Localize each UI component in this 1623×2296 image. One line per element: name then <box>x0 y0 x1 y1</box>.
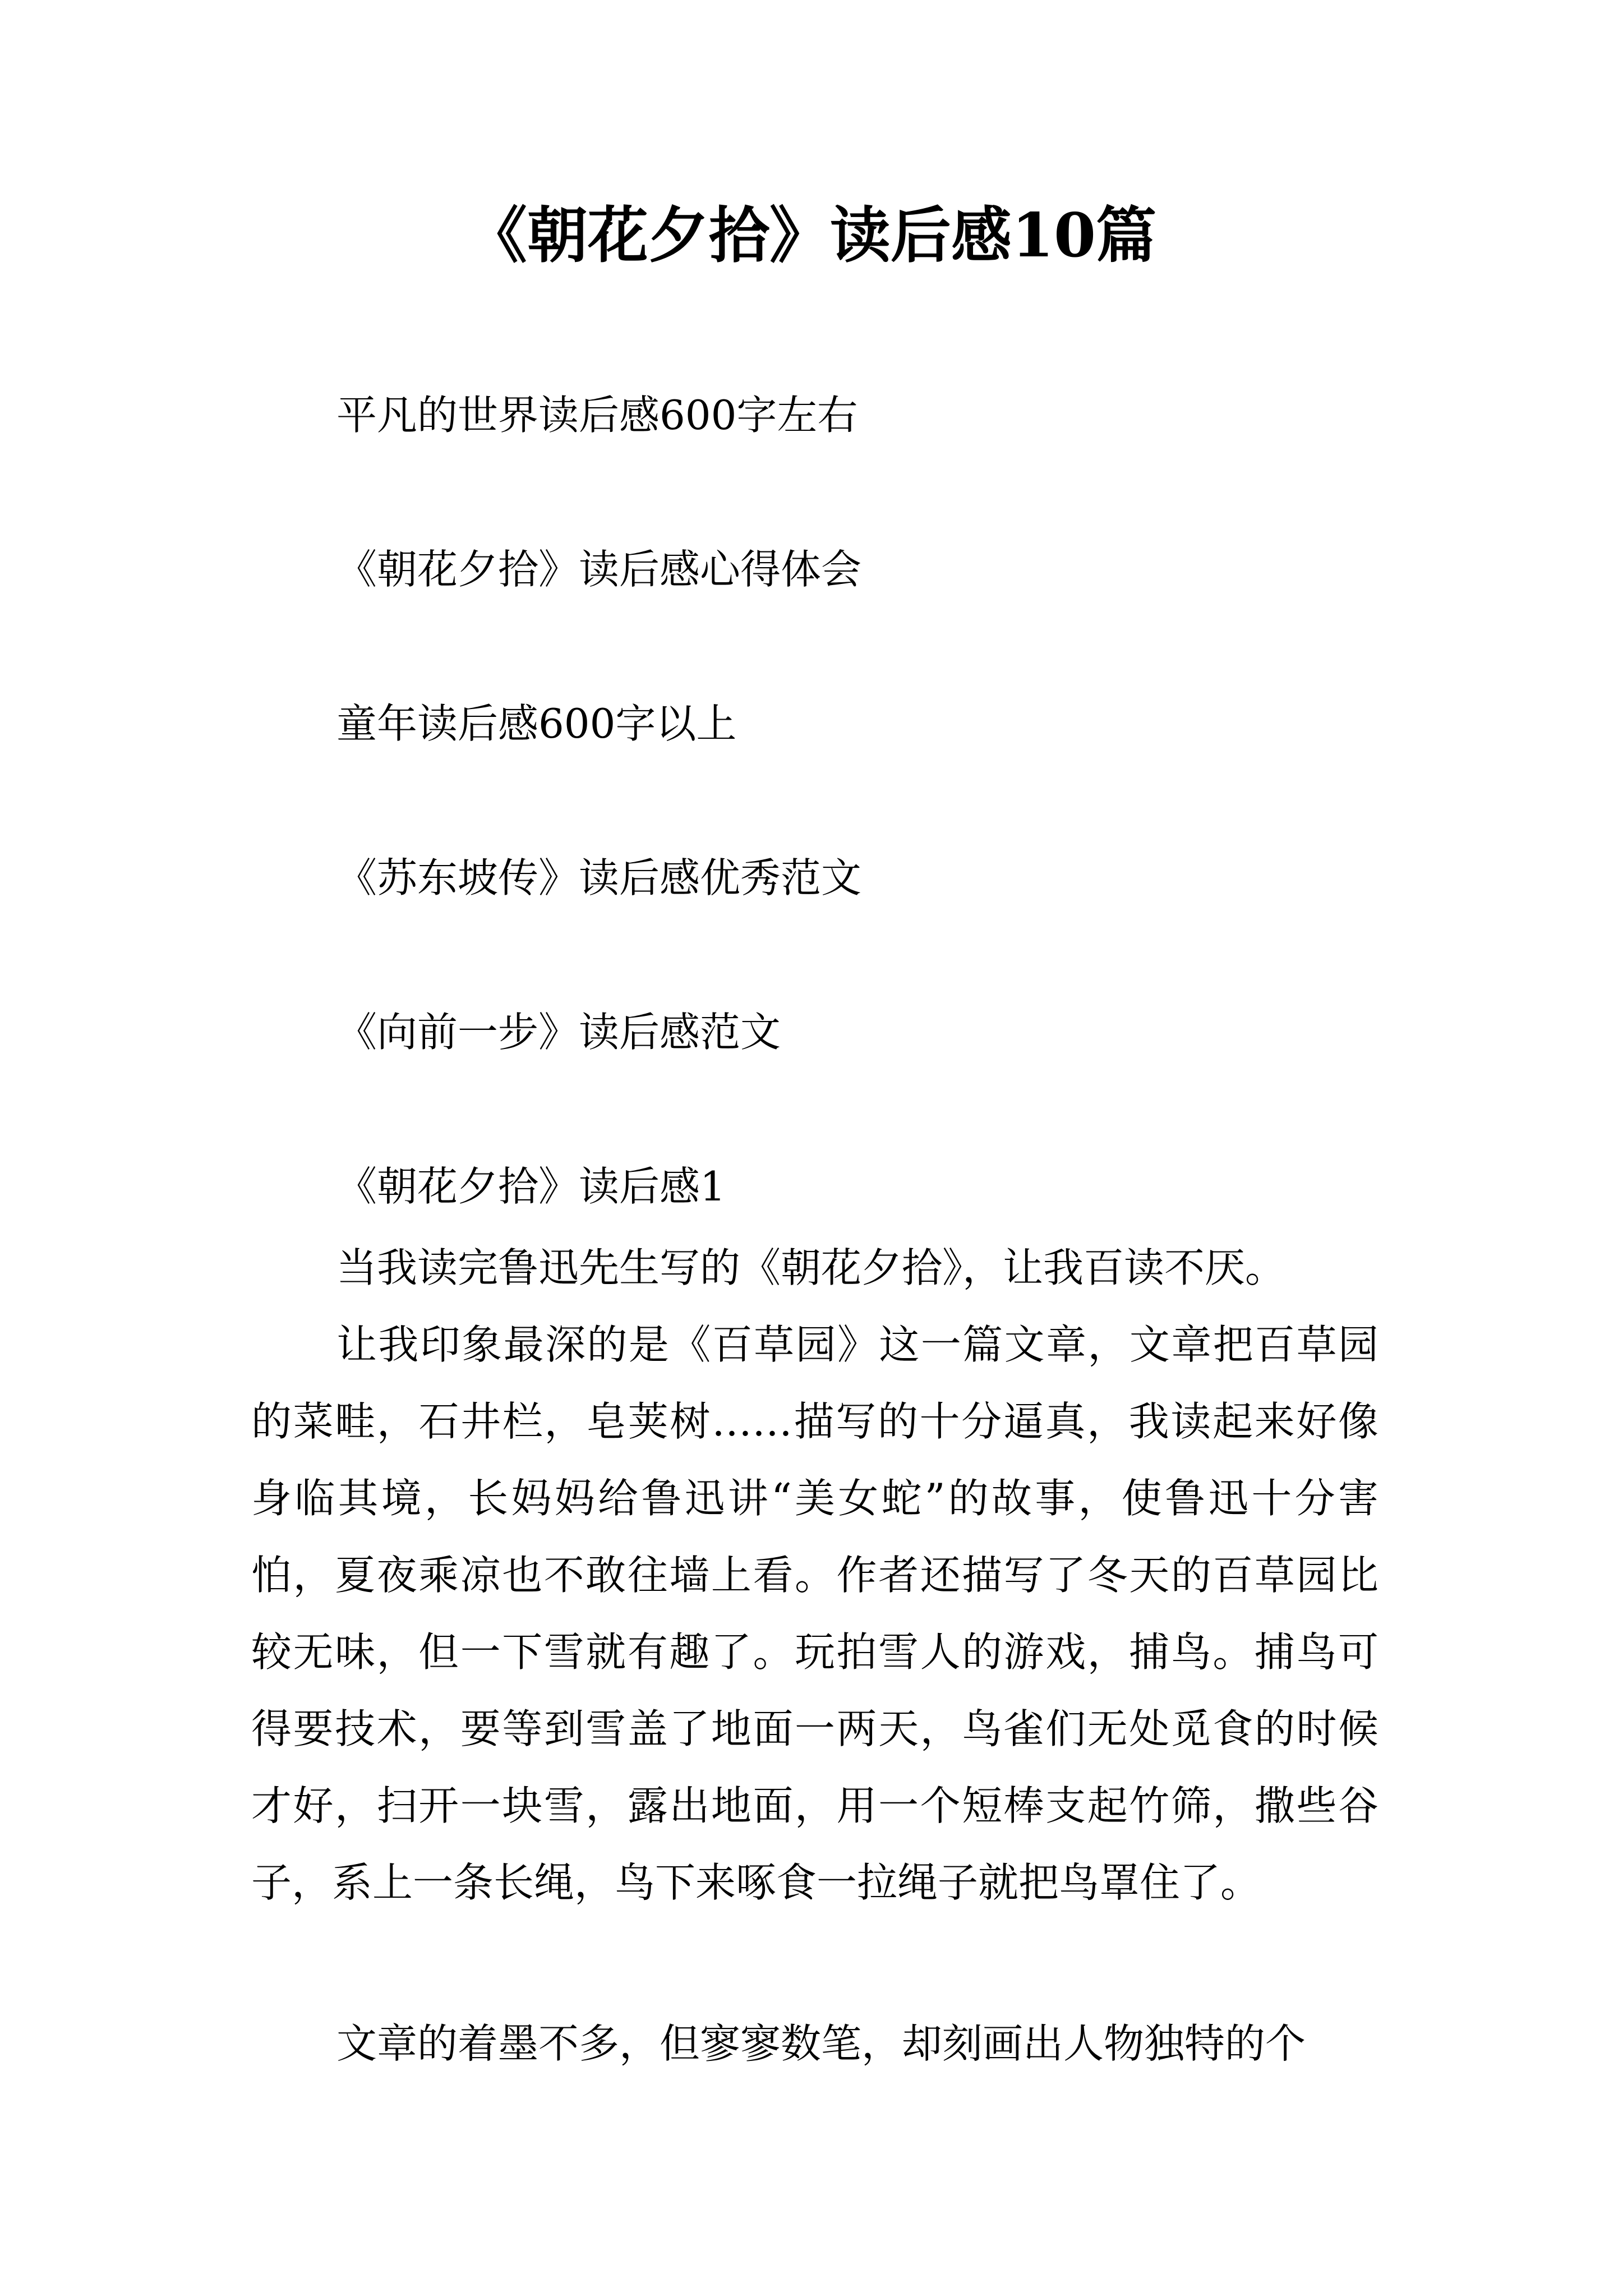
related-link-1[interactable]: 平凡的世界读后感600字左右 <box>336 392 858 439</box>
paragraph-2: 让我印象最深的是《百草园》这一篇文章，文章把百草园的菜畦，石井栏，皂荚树……描写的十分逼真，我读起来好像身临其境，长妈妈给鲁迅讲“美女蛇”的故事，使鲁迅十分害怕，夏夜乘凉也不敢往墙上看。作者还描写了冬天的百草园比较无味，但一下雪就有趣了。玩拍雪人的游戏，捕鸟。捕鸟可得要技术，要等到雪盖了地面一两天，鸟雀们无处觅食的时候才好，扫开一块雪，露出地面，用一个短棒支起竹筛，撒些谷子，系上一条长绳，鸟下来啄食一拉绳子就把鸟罩住了。 <box>251 1321 1378 1906</box>
related-link-5[interactable]: 《向前一步》读后感范文 <box>336 1009 781 1056</box>
related-link-3[interactable]: 童年读后感600字以上 <box>336 700 737 747</box>
related-link-4[interactable]: 《苏东坡传》读后感优秀范文 <box>336 854 862 901</box>
paragraph-1: 当我读完鲁迅先生写的《朝花夕拾》，让我百读不厌。 <box>336 1244 1286 1291</box>
document-title: 《朝花夕拾》读后感10篇 <box>466 200 1157 271</box>
section-heading: 《朝花夕拾》读后感1 <box>336 1163 726 1210</box>
paragraph-3: 文章的着墨不多，但寥寥数笔，却刻画出人物独特的个 <box>336 2020 1306 2067</box>
related-link-2[interactable]: 《朝花夕拾》读后感心得体会 <box>336 546 862 593</box>
